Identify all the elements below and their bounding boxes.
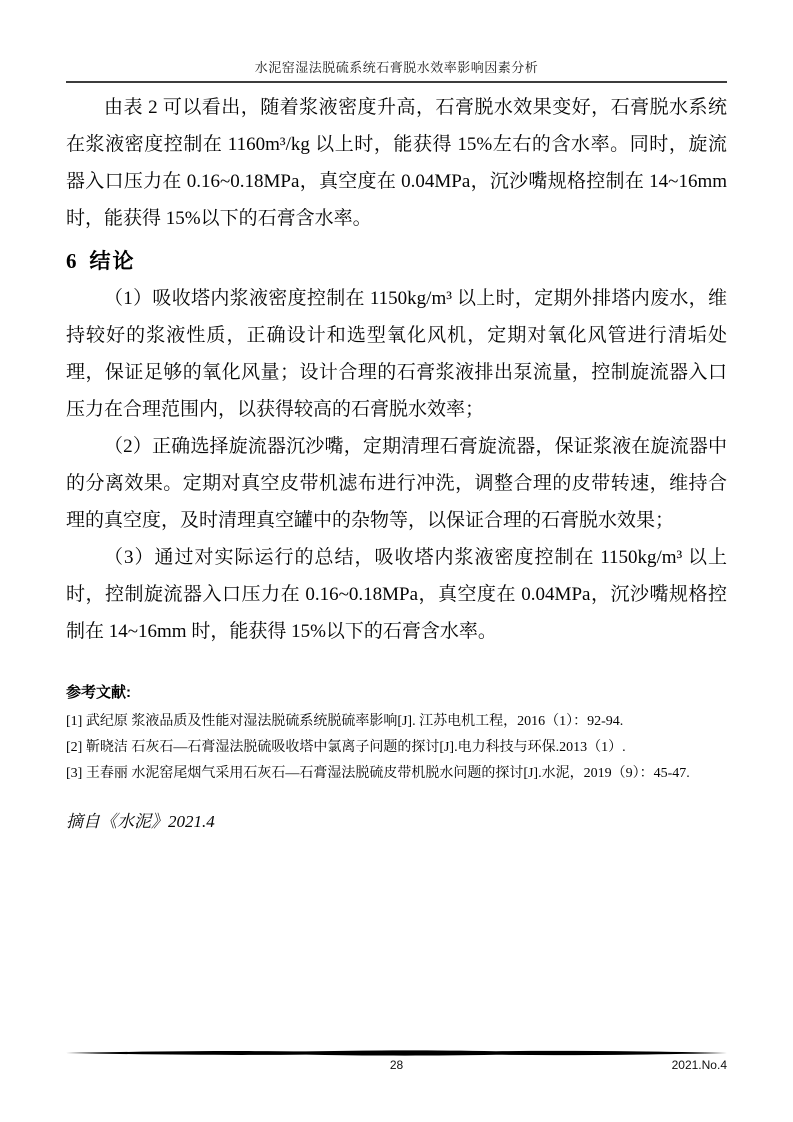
section-heading (66, 246, 727, 277)
reference-item: [1] 武纪原 浆液品质及性能对湿法脱硫系统脱硫率影响[J]. 江苏电机工程，2016（1）：92-94. (66, 714, 624, 729)
intro-paragraph: 由表 2 可以看出，随着浆液密度升高，石膏脱水效果变好，石膏脱水系统在浆液密度控制在 1160m³/kg 以上时，能获得 15%左右的含水率。同时，旋流器入口压力在 0.16~0.18MPa，真空度在 0.04MPa，沉沙嘴规格控制在 14~16mm 时，能获得 15%以下的石膏含水率。 (66, 97, 727, 229)
source-note: 摘自《水泥》2021.4 (66, 812, 215, 831)
reference-item: [2] 靳晓洁 石灰石—石膏湿法脱硫吸收塔中氯离子问题的探讨[J].电力科技与环保.2013（1）. (66, 740, 626, 755)
references-section (66, 681, 727, 787)
running-header-title: 水泥窑湿法脱硫系统石膏脱水效率影响因素分析 (254, 60, 539, 75)
issue-label: 2021.No.4 (671, 1058, 727, 1072)
page-number: 28 (389, 1058, 404, 1072)
header-rule (66, 81, 727, 83)
references-heading: 参考文献: (66, 684, 131, 701)
section-number: 6 (66, 249, 77, 273)
section-title: 结论 (89, 250, 136, 273)
footer-rule (66, 1049, 727, 1057)
conclusion-paragraph-2: （2）正确选择旋流器沉沙嘴，定期清理石膏旋流器，保证浆液在旋流器中的分离效果。定期对真空皮带机滤布进行冲洗，调整合理的皮带转速，维持合理的真空度，及时清理真空罐中的杂物等，以保证合理的石膏脱水效果； (66, 436, 727, 531)
conclusion-paragraph-1: （1）吸收塔内浆液密度控制在 1150kg/m³ 以上时，定期外排塔内废水，维持较好的浆液性质，正确设计和选型氧化风机，定期对氧化风管进行清垢处理，保证足够的氧化风量；设计合理的石膏浆液排出泵流量，控制旋流器入口压力在合理范围内，以获得较高的石膏脱水效率； (66, 288, 727, 420)
conclusion-paragraph-3: （3）通过对实际运行的总结，吸收塔内浆液密度控制在 1150kg/m³ 以上时，控制旋流器入口压力在 0.16~0.18MPa，真空度在 0.04MPa，沉沙嘴规格控制在 14~16mm 时，能获得 15%以下的石膏含水率。 (66, 547, 727, 642)
footer-text-row (66, 1058, 727, 1074)
reference-item: [3] 王春丽 水泥窑尾烟气采用石灰石—石膏湿法脱硫皮带机脱水问题的探讨[J].水泥，2019（9）：45-47. (66, 766, 690, 781)
page-footer (66, 1049, 727, 1074)
reference-list (66, 709, 727, 787)
page-content (66, 0, 727, 832)
